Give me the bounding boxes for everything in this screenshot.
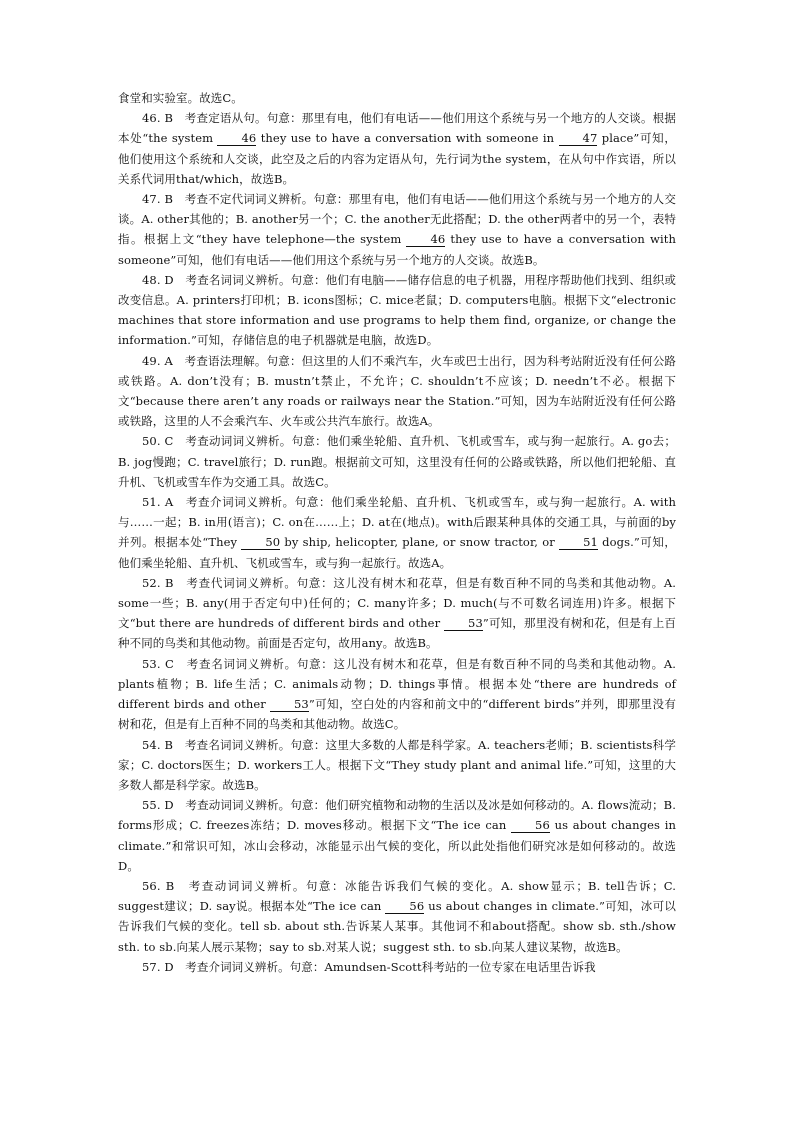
item-51: 51. A 考查介词词义辨析。句意：他们乘坐轮船、直升机、飞机或雪车，或与狗一起旅行。A. with与……一起；B. in用(语言)；C. on在……上；D. at在(地点)。with后跟某种具体的交通工具，与前面的by并列。根据本处“They 50 by ship, helicopter, plane, or snow tractor, or 51 dogs.”可知，他们乘坐轮船、直升机、飞机或雪车，或与狗一起旅行。故选A。 (118, 495, 676, 570)
answer-explanation-page (118, 88, 676, 977)
blank-56: 56 (511, 818, 550, 833)
blank-53: 53 (270, 697, 309, 712)
item-49: 49. A 考查语法理解。句意：但这里的人们不乘汽车，火车或巴士出行，因为科考站附近没有任何公路或铁路。A. don’t没有；B. mustn’t禁止，不允许；C. shouldn’t不应该；D. needn’t不必。根据下文“because there aren’t any roads or railways near the Station.”可知，因为车站附近没有任何公路或铁路，这里的人不会乘汽车、火车或公共汽车旅行。故选A。 (118, 353, 676, 429)
item-47: 47. B 考查不定代词词义辨析。句意：那里有电，他们有电话——他们用这个系统与另一个地方的人交谈。A. other其他的；B. another另一个；C. the another无此搭配；D. the other两者中的另一个，表特指。根据上文“they have telephone—the system 46 they use to have a conversation with someone”可知，他们有电话——他们用这个系统与另一个地方的人交谈。故选B。 (118, 192, 676, 267)
item-55: 55. D 考查动词词义辨析。句意：他们研究植物和动物的生活以及冰是如何移动的。A. flows流动；B. forms形成；C. freezes冻结；D. moves移动。根据下文“The ice can 56 us about changes in climate.”和常识可知，冰山会移动，冰能显示出气候的变化，所以此处指他们研究冰是如何移动的。故选D。 (118, 798, 676, 873)
item-50: 50. C 考查动词词义辨析。句意：他们乘坐轮船、直升机、飞机或雪车，或与狗一起旅行。A. go去；B. jog慢跑；C. travel旅行；D. run跑。根据前文可知，这里没有任何的公路或铁路，所以他们把轮船、直升机、飞机或雪车作为交通工具。故选C。 (118, 434, 676, 489)
item-54: 54. B 考查名词词义辨析。句意：这里大多数的人都是科学家。A. teachers老师；B. scientists科学家；C. doctors医生；D. workers工人。根据下文“They study plant and animal life.”可知，这里的大多数人都是科学家。故选B。 (118, 737, 676, 792)
blank-50: 50 (241, 535, 280, 550)
item-46: 46. B 考查定语从句。句意：那里有电，他们有电话——他们用这个系统与另一个地方的人交谈。根据本处“the system 46 they use to have a conversation with someone in 47 place”可知，他们使用这个系统和人交谈，此空及之后的内容为定语从句，先行词为the system，在从句中作宾语，所以关系代词用that/which，故选B。 (118, 111, 676, 186)
blank-51: 51 (559, 535, 598, 550)
blank-46: 46 (406, 232, 445, 247)
item-53: 53. C 考查名词词义辨析。句意：这儿没有树木和花草，但是有数百种不同的鸟类和其他动物。A. plants植物；B. life生活；C. animals动物；D. things事情。根据本处“there are hundreds of different birds and other 53”可知，空白处的内容和前文中的“different birds”并列，即那里没有树和花，但是有上百种不同的鸟类和其他动物。故选C。 (118, 656, 677, 732)
item-57: 57. D 考查介词词义辨析。句意：Amundsen-Scott科考站的一位专家在电话里告诉我 (142, 959, 596, 974)
item-56: 56. B 考查动词词义辨析。句意：冰能告诉我们气候的变化。A. show显示；B. tell告诉；C. suggest建议；D. say说。根据本处“The ice can 56 us about changes in climate.”可知，冰可以告诉我们气候的变化。tell sb. about sth.告诉某人某事。其他词不和about搭配。show sb. sth./show sth. to sb.向某人展示某物；say to sb.对某人说；suggest sth. to sb.向某人建议某物，故选B。 (118, 878, 677, 954)
blank-53: 53 (444, 616, 483, 631)
paragraph-0: 食堂和实验室。故选C。 (118, 91, 243, 105)
blank-46: 46 (217, 131, 256, 146)
item-52: 52. B 考查代词词义辨析。句意：这儿没有树木和花草，但是有数百种不同的鸟类和其他动物。A. some一些；B. any(用于否定句中)任何的；C. many许多；D. much(与不可数名词连用)许多。根据下文“but there are hundreds of different birds and other 53”可知，那里没有树和花，但是有上百种不同的鸟类和其他动物。前面是否定句，故用any。故选B。 (118, 575, 677, 651)
item-48: 48. D 考查名词词义辨析。句意：他们有电脑——储存信息的电子机器，用程序帮助他们找到、组织或改变信息。A. printers打印机；B. icons图标；C. mice老鼠；D. computers电脑。根据下文“electronic machines that store information and use programs to help them find, organize, or change the information.”可知，存储信息的电子机器就是电脑，故选D。 (118, 272, 676, 348)
blank-47: 47 (559, 131, 598, 146)
blank-56: 56 (385, 899, 424, 914)
